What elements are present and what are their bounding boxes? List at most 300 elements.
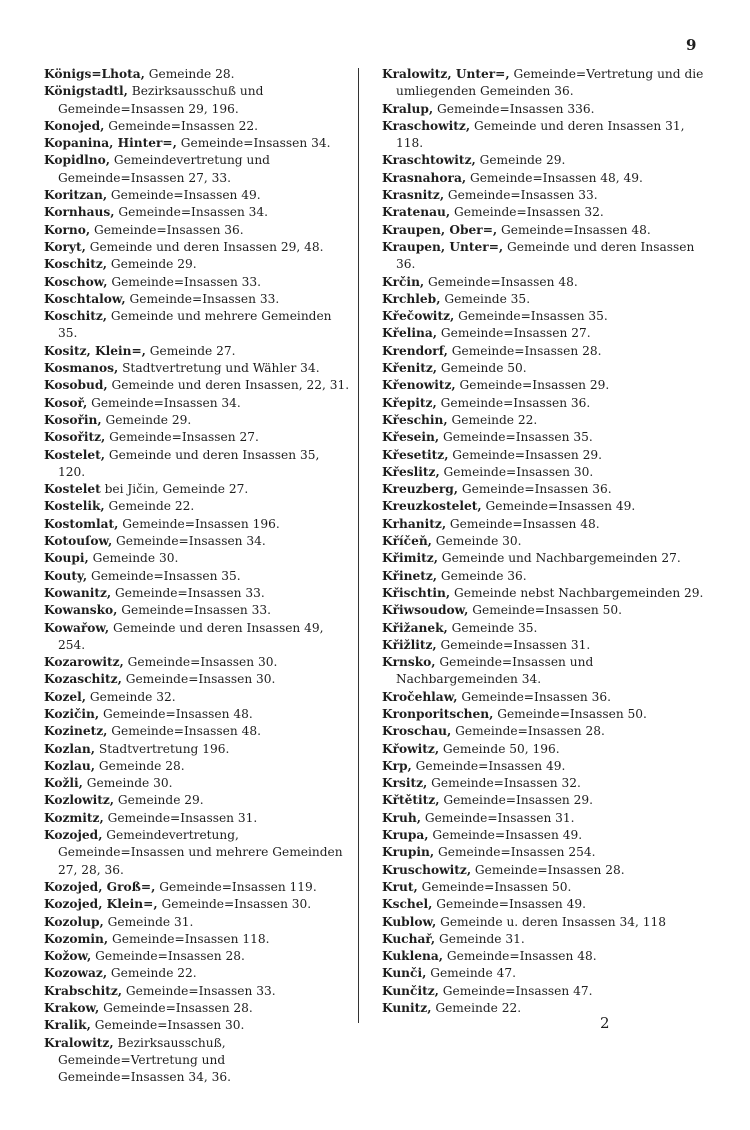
entry-details: Gemeinde und Nachbargemeinden 27. bbox=[437, 551, 681, 566]
entry-place-name: Kožow, bbox=[44, 949, 92, 964]
entry-place-name: Kožli, bbox=[44, 776, 83, 791]
index-entry bbox=[44, 654, 350, 671]
entry-place-name: Krčin, bbox=[382, 274, 425, 289]
entry-details: Gemeinde=Insassen 49. bbox=[411, 758, 566, 773]
entry-place-name: Kozlan, bbox=[44, 741, 96, 756]
entry-place-name: Kříčeň, bbox=[382, 534, 432, 549]
index-entry bbox=[44, 533, 350, 550]
entry-place-name: Krakow, bbox=[44, 1001, 100, 1016]
entry-details: Gemeinde=Insassen 36. bbox=[457, 689, 612, 704]
index-entry bbox=[382, 758, 706, 775]
entry-details: Gemeinde=Insassen 30. bbox=[157, 897, 312, 912]
index-entry bbox=[382, 654, 706, 689]
entry-details: bei Jičin, Gemeinde 27. bbox=[100, 482, 249, 497]
index-entry bbox=[382, 568, 706, 585]
index-entry bbox=[382, 983, 706, 1000]
index-entry bbox=[44, 914, 350, 931]
entry-place-name: Kralowitz, Unter=, bbox=[382, 67, 510, 81]
entry-details: Gemeinde=Insassen 27. bbox=[105, 430, 259, 445]
entry-details: Gemeinde=Insassen 28. bbox=[91, 949, 245, 964]
index-entry bbox=[44, 481, 350, 498]
index-entry bbox=[44, 758, 350, 775]
entry-details: Gemeinde 22. bbox=[447, 412, 538, 427]
entry-place-name: Krsitz, bbox=[382, 776, 428, 791]
entry-details: Gemeinde=Insassen 196. bbox=[118, 516, 280, 531]
entry-place-name: Kralowitz, bbox=[44, 1035, 114, 1050]
entry-details: Gemeindevertretung, Gemeinde=Insassen und mehrere Gemeinden 27, 28, 36. bbox=[58, 828, 343, 877]
entry-place-name: Kunči, bbox=[382, 966, 427, 981]
entry-place-name: Kouty, bbox=[44, 568, 88, 583]
entry-place-name: Koschtalow, bbox=[44, 291, 126, 306]
index-entry bbox=[44, 66, 350, 83]
entry-details: Gemeinde=Insassen 36. bbox=[90, 222, 244, 237]
entry-place-name: Kostomlat, bbox=[44, 516, 119, 531]
entry-details: Gemeinde 50, 196. bbox=[439, 741, 560, 756]
entry-place-name: Křižanek, bbox=[382, 620, 448, 635]
index-entry bbox=[44, 360, 350, 377]
entry-details: Gemeinde=Insassen 254. bbox=[434, 845, 596, 860]
entry-place-name: Königs=Lhota, bbox=[44, 67, 145, 81]
entry-details: Gemeinde und deren Insassen 36. bbox=[396, 239, 695, 272]
entry-place-name: Koschitz, bbox=[44, 309, 108, 324]
index-entry bbox=[44, 948, 350, 965]
entry-place-name: Kozel, bbox=[44, 689, 87, 704]
index-entry bbox=[382, 412, 706, 429]
index-entry bbox=[44, 256, 350, 273]
index-entry bbox=[44, 585, 350, 602]
index-entry bbox=[44, 343, 350, 360]
entry-details: Gemeinde=Insassen 48. bbox=[443, 949, 597, 964]
entry-place-name: Kruschowitz, bbox=[382, 862, 472, 877]
entry-place-name: Koupi, bbox=[44, 551, 89, 566]
entry-place-name: Konojed, bbox=[44, 118, 105, 133]
entry-place-name: Kozowaz, bbox=[44, 966, 108, 981]
entry-details: Gemeinde=Insassen 50. bbox=[493, 706, 647, 721]
index-entry bbox=[382, 187, 706, 204]
entry-place-name: Koschow, bbox=[44, 274, 108, 289]
entry-details: Gemeinde=Insassen 31. bbox=[103, 810, 258, 825]
entry-place-name: Kowanitz, bbox=[44, 585, 112, 600]
index-entry bbox=[382, 429, 706, 446]
entry-details: Gemeinde 47. bbox=[426, 966, 516, 981]
entry-place-name: Kreuzkostelet, bbox=[382, 499, 482, 514]
index-entry bbox=[382, 152, 706, 169]
entry-details: Gemeinde=Insassen 35. bbox=[87, 568, 241, 583]
index-entry bbox=[382, 948, 706, 965]
index-entry bbox=[44, 204, 350, 221]
entry-place-name: Kunčitz, bbox=[382, 983, 439, 998]
entry-details: Gemeinde und deren Insassen 31, 118. bbox=[396, 118, 685, 151]
left-column bbox=[44, 66, 350, 1087]
index-entry bbox=[382, 239, 706, 274]
entry-details: Gemeinde 28. bbox=[144, 67, 235, 81]
entry-place-name: Kschel, bbox=[382, 897, 433, 912]
entry-place-name: Křižlitz, bbox=[382, 637, 437, 652]
entry-details: Gemeinde=Insassen 33. bbox=[107, 274, 262, 289]
index-entry bbox=[44, 135, 350, 152]
entry-place-name: Křeschin, bbox=[382, 412, 448, 427]
entry-details: Gemeinde 22. bbox=[104, 499, 195, 514]
entry-place-name: Kostelik, bbox=[44, 499, 105, 514]
entry-place-name: Kronporitschen, bbox=[382, 706, 494, 721]
entry-details: Gemeinde=Insassen 31. bbox=[420, 810, 575, 825]
index-entry bbox=[382, 931, 706, 948]
entry-place-name: Křelina, bbox=[382, 326, 438, 341]
entry-place-name: Kozojed, Groß=, bbox=[44, 879, 156, 894]
entry-details: Gemeinde=Insassen 36. bbox=[458, 482, 612, 497]
index-entry bbox=[44, 723, 350, 740]
entry-place-name: Kowařow, bbox=[44, 620, 110, 635]
index-entry bbox=[382, 308, 706, 325]
index-entry bbox=[382, 637, 706, 654]
entry-place-name: Kosoř, bbox=[44, 395, 88, 410]
entry-details: Gemeinde=Insassen und Nachbargemeinden 34. bbox=[396, 655, 594, 687]
entry-place-name: Křeslitz, bbox=[382, 464, 440, 479]
entry-place-name: Kunitz, bbox=[382, 1001, 432, 1016]
index-entry bbox=[44, 187, 350, 204]
entry-details: Gemeindevertretung und Gemeinde=Insassen 27, 33. bbox=[58, 153, 270, 185]
entry-place-name: Kopidlno, bbox=[44, 153, 110, 168]
entry-place-name: Kositz, Klein=, bbox=[44, 343, 146, 358]
entry-place-name: Kosořin, bbox=[44, 412, 102, 427]
entry-place-name: Kosořitz, bbox=[44, 430, 106, 445]
signature-mark: 2 bbox=[600, 1014, 610, 1032]
index-entry bbox=[44, 602, 350, 619]
entry-details: Gemeinde=Insassen 48. bbox=[424, 274, 578, 289]
entry-details: Gemeinde 35. bbox=[440, 291, 531, 306]
index-entry bbox=[382, 66, 706, 101]
entry-place-name: Křenowitz, bbox=[382, 378, 456, 393]
index-entry bbox=[382, 291, 706, 308]
entry-details: Gemeinde=Insassen 28. bbox=[99, 1001, 253, 1016]
index-entry bbox=[382, 395, 706, 412]
entry-details: Gemeinde=Insassen 336. bbox=[433, 101, 595, 116]
index-entry bbox=[44, 516, 350, 533]
entry-details: Gemeinde und mehrere Gemeinden 35. bbox=[58, 309, 332, 341]
entry-details: Gemeinde=Insassen 33. bbox=[125, 291, 280, 306]
entry-details: Gemeinde=Insassen 48, 49. bbox=[466, 170, 643, 185]
index-entry bbox=[44, 412, 350, 429]
entry-details: Gemeinde=Insassen 34. bbox=[87, 395, 241, 410]
index-entry bbox=[382, 896, 706, 913]
entry-details: Gemeinde 31. bbox=[103, 914, 194, 929]
entry-place-name: Křepitz, bbox=[382, 395, 437, 410]
entry-place-name: Kozaschitz, bbox=[44, 672, 122, 687]
entry-place-name: Kozinetz, bbox=[44, 724, 108, 739]
index-entry bbox=[44, 965, 350, 982]
entry-details: Gemeinde=Insassen 34. bbox=[114, 205, 269, 220]
index-entry bbox=[382, 862, 706, 879]
entry-details: Gemeinde=Insassen 36. bbox=[436, 395, 591, 410]
entry-place-name: Křesetitz, bbox=[382, 447, 449, 462]
entry-details: Gemeinde=Insassen 28. bbox=[451, 724, 605, 739]
index-entry bbox=[44, 931, 350, 948]
entry-place-name: Kozojed, bbox=[44, 828, 103, 843]
entry-place-name: Kralup, bbox=[382, 101, 434, 116]
entry-details: Bezirksausschuß, Gemeinde=Vertretung und Gemeinde=Insassen 34, 36. bbox=[58, 1035, 231, 1085]
entry-details: Gemeinde=Insassen 50. bbox=[468, 603, 622, 618]
entry-place-name: Křischtin, bbox=[382, 585, 451, 600]
entry-details: Gemeinde u. deren Insassen 34, 118 bbox=[436, 914, 666, 929]
index-entry bbox=[44, 671, 350, 688]
entry-place-name: Kuklena, bbox=[382, 949, 444, 964]
entry-details: Gemeinde=Insassen 29. bbox=[439, 793, 594, 808]
page-number: 9 bbox=[686, 36, 697, 54]
entry-details: Gemeinde=Vertretung und die umliegenden Gemeinden 36. bbox=[396, 67, 704, 99]
index-entry bbox=[44, 983, 350, 1000]
index-entry bbox=[44, 896, 350, 913]
entry-place-name: Kozojed, Klein=, bbox=[44, 897, 158, 912]
entry-place-name: Kratenau, bbox=[382, 205, 451, 220]
index-entry bbox=[382, 222, 706, 239]
entry-place-name: Kublow, bbox=[382, 914, 437, 929]
entry-details: Gemeinde 27. bbox=[145, 343, 236, 358]
entry-place-name: Křečowitz, bbox=[382, 309, 455, 324]
index-entry bbox=[44, 447, 350, 482]
index-entry bbox=[382, 360, 706, 377]
index-entry bbox=[382, 550, 706, 567]
index-entry bbox=[382, 689, 706, 706]
entry-place-name: Kraschtowitz, bbox=[382, 153, 476, 168]
index-entry bbox=[44, 118, 350, 135]
entry-details: Gemeinde=Insassen 48. bbox=[99, 706, 253, 721]
entry-details: Gemeinde=Insassen 49. bbox=[107, 188, 261, 203]
entry-details: Gemeinde 29. bbox=[114, 793, 204, 808]
index-entry bbox=[382, 879, 706, 896]
entry-details: Gemeinde=Insassen 48. bbox=[446, 516, 600, 531]
entry-details: Gemeinde und deren Insassen, 22, 31. bbox=[107, 378, 350, 393]
entry-place-name: Kuchař, bbox=[382, 931, 436, 946]
entry-place-name: Königstadtl, bbox=[44, 84, 128, 99]
entry-details: Gemeinde und deren Insassen 35, 120. bbox=[58, 447, 320, 479]
right-column bbox=[382, 66, 706, 1017]
entry-place-name: Koritzan, bbox=[44, 188, 108, 203]
index-entry bbox=[382, 498, 706, 515]
index-entry bbox=[382, 965, 706, 982]
column-divider bbox=[358, 68, 359, 1023]
index-entry bbox=[382, 741, 706, 758]
index-entry bbox=[382, 464, 706, 481]
entry-place-name: Křtětitz, bbox=[382, 793, 440, 808]
entry-details: Gemeinde 30. bbox=[82, 776, 173, 791]
entry-details: Stadtvertretung und Wähler 34. bbox=[118, 361, 320, 376]
entry-place-name: Kopanina, Hinter=, bbox=[44, 136, 177, 151]
index-entry bbox=[382, 343, 706, 360]
entry-place-name: Krnsko, bbox=[382, 655, 436, 670]
index-entry bbox=[382, 516, 706, 533]
entry-place-name: Kozmitz, bbox=[44, 810, 104, 825]
index-entry bbox=[44, 741, 350, 758]
index-entry bbox=[44, 689, 350, 706]
index-entry bbox=[44, 395, 350, 412]
entry-place-name: Krupin, bbox=[382, 845, 435, 860]
entry-details: Gemeinde=Insassen 118. bbox=[108, 931, 270, 946]
entry-details: Gemeinde 22. bbox=[107, 966, 197, 981]
entry-place-name: Krendorf, bbox=[382, 343, 448, 358]
index-entry bbox=[44, 377, 350, 394]
entry-details: Gemeinde=Insassen 119. bbox=[155, 879, 317, 894]
entry-details: Gemeinde=Insassen 48. bbox=[107, 724, 261, 739]
index-entry bbox=[44, 239, 350, 256]
entry-details: Gemeinde 22. bbox=[431, 1001, 522, 1016]
index-entry bbox=[382, 377, 706, 394]
entry-place-name: Krabschitz, bbox=[44, 983, 122, 998]
entry-place-name: Křenitz, bbox=[382, 361, 438, 376]
index-entry bbox=[382, 170, 706, 187]
entry-details: Gemeinde=Insassen 48. bbox=[497, 222, 651, 237]
index-entry bbox=[44, 827, 350, 879]
entry-details: Gemeinde=Insassen 31. bbox=[436, 637, 591, 652]
index-entry bbox=[44, 152, 350, 187]
index-entry bbox=[382, 274, 706, 291]
index-entry bbox=[382, 101, 706, 118]
entry-details: Gemeinde=Insassen 30. bbox=[439, 464, 594, 479]
index-entry bbox=[44, 222, 350, 239]
entry-place-name: Kostelet bbox=[44, 482, 101, 497]
entry-place-name: Krhanitz, bbox=[382, 516, 447, 531]
index-entry bbox=[44, 429, 350, 446]
entry-place-name: Kornhaus, bbox=[44, 205, 115, 220]
entry-place-name: Křesein, bbox=[382, 430, 440, 445]
entry-details: Gemeinde=Insassen 35. bbox=[454, 309, 608, 324]
index-entry bbox=[382, 706, 706, 723]
entry-details: Gemeinde=Insassen 35. bbox=[439, 430, 593, 445]
entry-place-name: Křowitz, bbox=[382, 741, 440, 756]
entry-place-name: Kostelet, bbox=[44, 447, 105, 462]
entry-details: Gemeinde=Insassen 30. bbox=[121, 672, 276, 687]
index-entry bbox=[44, 291, 350, 308]
index-entry bbox=[44, 792, 350, 809]
index-entry bbox=[382, 914, 706, 931]
index-entry bbox=[44, 568, 350, 585]
entry-details: Gemeinde 29. bbox=[107, 257, 197, 272]
entry-place-name: Krut, bbox=[382, 879, 418, 894]
entry-details: Gemeinde=Insassen 22. bbox=[104, 118, 258, 133]
index-entry bbox=[44, 274, 350, 291]
entry-details: Gemeinde 29. bbox=[101, 412, 192, 427]
entry-details: Gemeinde=Insassen 49. bbox=[481, 499, 636, 514]
entry-place-name: Kralik, bbox=[44, 1018, 91, 1033]
entry-place-name: Kotouſow, bbox=[44, 534, 113, 549]
index-entry bbox=[44, 1017, 350, 1034]
entry-details: Gemeinde und deren Insassen 49, 254. bbox=[58, 620, 324, 652]
entry-details: Gemeinde=Insassen 33. bbox=[117, 603, 271, 618]
entry-details: Gemeinde 30. bbox=[431, 534, 522, 549]
entry-details: Gemeinde=Insassen 28. bbox=[471, 862, 625, 877]
entry-place-name: Kozlau, bbox=[44, 758, 96, 773]
index-entry bbox=[382, 325, 706, 342]
entry-place-name: Kozičin, bbox=[44, 706, 100, 721]
index-entry bbox=[44, 620, 350, 655]
index-entry bbox=[44, 550, 350, 567]
entry-details: Gemeinde 36. bbox=[437, 568, 527, 583]
index-entry bbox=[382, 810, 706, 827]
entry-details: Gemeinde=Insassen 33. bbox=[122, 983, 276, 998]
entry-details: Gemeinde=Insassen 30. bbox=[90, 1018, 245, 1033]
entry-details: Gemeinde=Insassen 50. bbox=[417, 879, 572, 894]
entry-details: Gemeinde=Insassen 28. bbox=[447, 343, 602, 358]
entry-details: Gemeinde=Insassen 30. bbox=[123, 655, 278, 670]
index-entry bbox=[382, 602, 706, 619]
entry-details: Gemeinde=Insassen 34. bbox=[176, 136, 331, 151]
entry-place-name: Krp, bbox=[382, 758, 412, 773]
entry-place-name: Kowansko, bbox=[44, 603, 118, 618]
entry-place-name: Koryt, bbox=[44, 239, 86, 254]
entry-place-name: Křinetz, bbox=[382, 568, 438, 583]
entry-place-name: Kozomin, bbox=[44, 931, 109, 946]
index-entry bbox=[44, 810, 350, 827]
index-entry bbox=[44, 706, 350, 723]
index-entry bbox=[44, 308, 350, 343]
entry-place-name: Kosobud, bbox=[44, 378, 108, 393]
index-entry bbox=[44, 1035, 350, 1087]
entry-details: Gemeinde=Insassen 29. bbox=[448, 447, 603, 462]
entry-details: Gemeinde 30. bbox=[88, 551, 179, 566]
index-entry bbox=[382, 585, 706, 602]
entry-details: Gemeinde 28. bbox=[95, 758, 185, 773]
entry-details: Gemeinde=Insassen 32. bbox=[427, 776, 581, 791]
entry-place-name: Krchleb, bbox=[382, 291, 441, 306]
entry-place-name: Kozlowitz, bbox=[44, 793, 115, 808]
index-entry bbox=[382, 118, 706, 153]
entry-place-name: Kosmanos, bbox=[44, 361, 119, 376]
index-entry bbox=[382, 827, 706, 844]
index-entry bbox=[44, 775, 350, 792]
entry-details: Gemeinde 29. bbox=[475, 153, 566, 168]
entry-details: Gemeinde 31. bbox=[435, 931, 525, 946]
entry-place-name: Korno, bbox=[44, 222, 91, 237]
index-entry bbox=[382, 792, 706, 809]
index-entry bbox=[382, 533, 706, 550]
entry-details: Gemeinde 35. bbox=[447, 620, 538, 635]
entry-place-name: Kozarowitz, bbox=[44, 655, 124, 670]
entry-place-name: Kreuzberg, bbox=[382, 482, 459, 497]
index-entry bbox=[382, 620, 706, 637]
entry-place-name: Krasnahora, bbox=[382, 170, 467, 185]
entry-place-name: Křimitz, bbox=[382, 551, 438, 566]
entry-place-name: Krasnitz, bbox=[382, 188, 445, 203]
entry-details: Gemeinde und deren Insassen 29, 48. bbox=[85, 239, 324, 254]
entry-details: Gemeinde=Insassen 34. bbox=[112, 534, 266, 549]
index-entry bbox=[382, 481, 706, 498]
entry-details: Gemeinde=Insassen 49. bbox=[432, 897, 586, 912]
entry-details: Stadtvertretung 196. bbox=[95, 741, 230, 756]
entry-place-name: Kraschowitz, bbox=[382, 118, 471, 133]
entry-details: Gemeinde 50. bbox=[437, 361, 527, 376]
entry-details: Gemeinde=Insassen 32. bbox=[450, 205, 604, 220]
entry-details: Gemeinde nebst Nachbargemeinden 29. bbox=[450, 585, 704, 600]
index-entry bbox=[382, 723, 706, 740]
entry-place-name: Kroschau, bbox=[382, 724, 452, 739]
entry-details: Bezirksausschuß und Gemeinde=Insassen 29, 196. bbox=[58, 84, 264, 116]
entry-place-name: Křiwsoudow, bbox=[382, 603, 469, 618]
index-entry bbox=[44, 879, 350, 896]
index-entry bbox=[382, 775, 706, 792]
entry-place-name: Kozolup, bbox=[44, 914, 104, 929]
entry-place-name: Krupa, bbox=[382, 828, 429, 843]
entry-details: Gemeinde=Insassen 27. bbox=[437, 326, 591, 341]
entry-place-name: Kraupen, Ober=, bbox=[382, 222, 498, 237]
entry-place-name: Kročehlaw, bbox=[382, 689, 458, 704]
entry-details: Gemeinde=Insassen 47. bbox=[438, 983, 593, 998]
index-entry bbox=[44, 498, 350, 515]
index-entry bbox=[382, 447, 706, 464]
entry-place-name: Kruh, bbox=[382, 810, 421, 825]
index-entry bbox=[382, 844, 706, 861]
index-entry bbox=[44, 83, 350, 118]
entry-details: Gemeinde=Insassen 33. bbox=[444, 188, 598, 203]
entry-place-name: Kraupen, Unter=, bbox=[382, 239, 504, 254]
